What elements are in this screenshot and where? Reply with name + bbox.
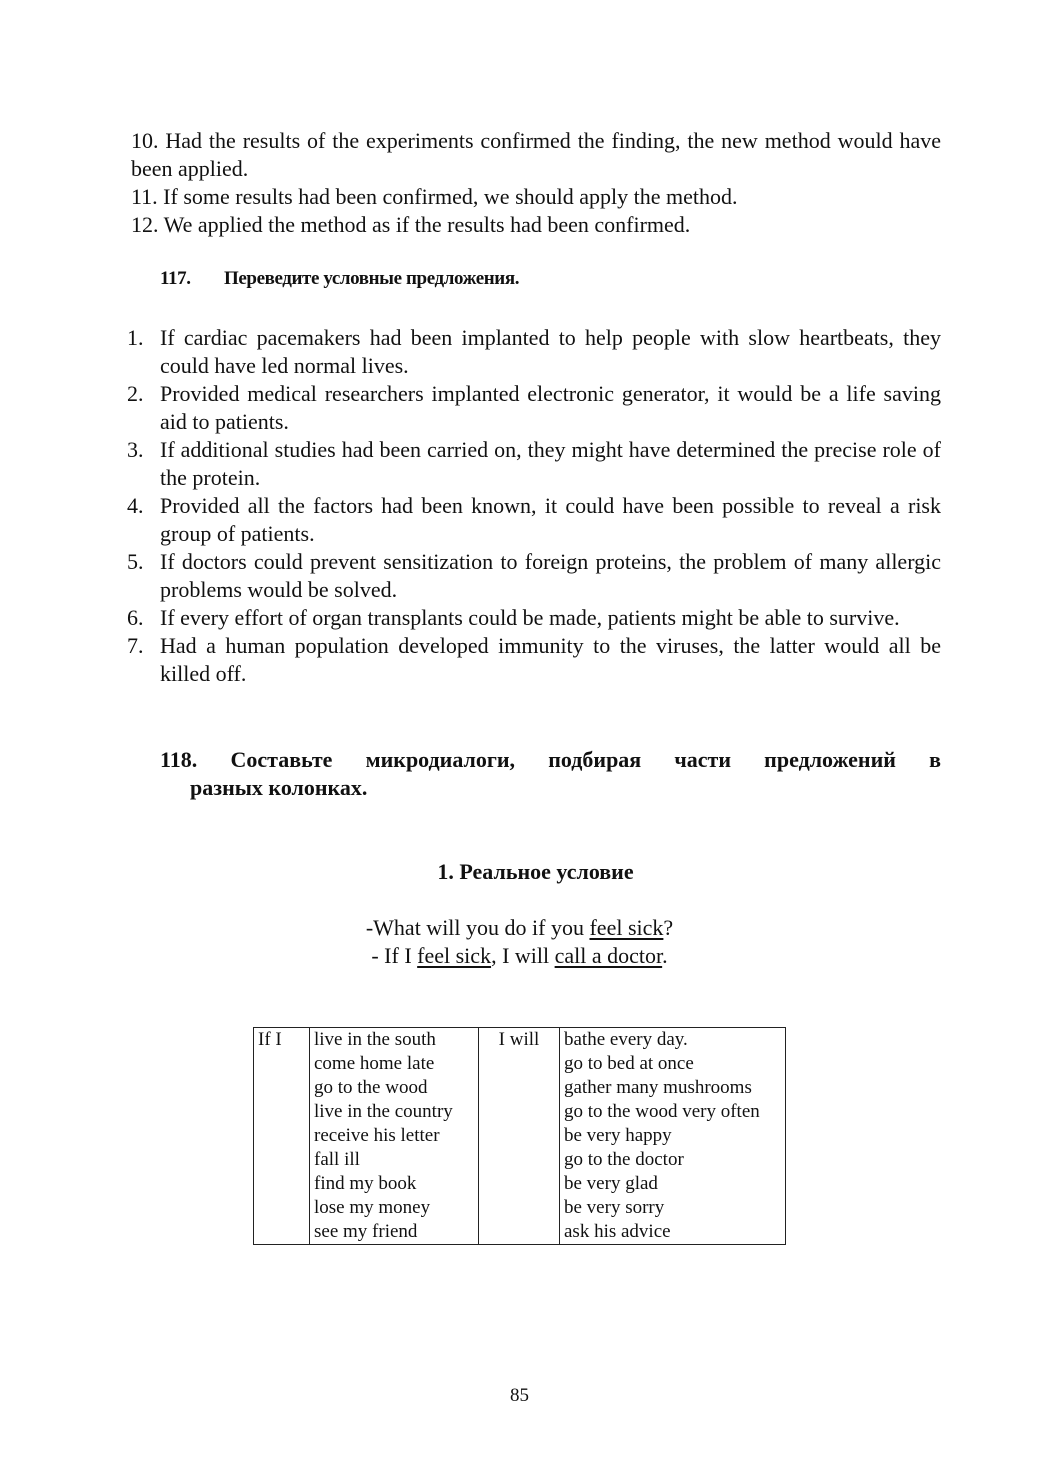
condition-item: lose my money [314, 1197, 431, 1218]
sentence-12 [131, 211, 941, 239]
condition-item: live in the country [314, 1101, 453, 1122]
list-item [127, 324, 941, 380]
exercise-117-number: 117. [160, 268, 191, 289]
item-number: 3. [127, 437, 144, 462]
exercise-118-title: Составьте микродиалоги, подбирая части предложений в [230, 747, 941, 772]
condition-item: receive his letter [314, 1125, 440, 1146]
sentence-parts-table [253, 1027, 786, 1245]
exercise-118-heading [160, 746, 941, 802]
list-item [127, 548, 941, 604]
list-item [127, 380, 941, 436]
item-text: If doctors could prevent sensitization to foreign proteins, the problem of many allergic problems would be solved. [160, 549, 941, 602]
list-item [127, 492, 941, 548]
list-item [127, 436, 941, 492]
item-text: If additional studies had been carried on, they might have determined the precise role of the protein. [160, 437, 941, 490]
item-number: 1. [127, 325, 144, 350]
item-number: 5. [127, 549, 144, 574]
table-cell-if-i: If I [254, 1028, 310, 1245]
sentence-11-text: 11. If some results had been confirmed, we should apply the method. [131, 184, 738, 209]
underlined-phrase: feel sick [589, 915, 664, 940]
result-item: gather many mushrooms [564, 1077, 752, 1098]
exercise-118-title-line2: разных колонках. [190, 775, 368, 800]
exercise-118-title-line1 [160, 746, 941, 774]
item-number: 2. [127, 381, 144, 406]
condition-item: live in the south [314, 1029, 436, 1050]
underlined-phrase: call a doctor [554, 943, 663, 968]
result-item: bathe every day. [564, 1029, 688, 1050]
item-text: Provided medical researchers implanted electronic generator, it would be a life saving aid to patients. [160, 381, 941, 434]
result-item: go to the doctor [564, 1149, 684, 1170]
dialog-question: -What will you do if you feel sick? [365, 915, 674, 940]
condition-item: come home late [314, 1053, 435, 1074]
exercise-117-list [127, 324, 941, 688]
item-text: If cardiac pacemakers had been implanted to help people with slow heartbeats, they could have led normal lives. [160, 325, 941, 378]
table-cell-conditions [310, 1028, 479, 1245]
page-number: 85 [510, 1385, 529, 1406]
item-number: 6. [127, 605, 144, 630]
exercise-118-number: 118. [160, 747, 198, 772]
section-title: 1. Реальное условие [437, 859, 634, 884]
underlined-phrase: feel sick [417, 943, 492, 968]
result-item: go to the wood very often [564, 1101, 760, 1122]
sentence-12-text: 12. We applied the method as if the results had been confirmed. [131, 212, 691, 237]
sentence-11 [131, 183, 941, 211]
result-item: be very happy [564, 1125, 672, 1146]
condition-item: see my friend [314, 1221, 418, 1242]
list-item [127, 604, 941, 632]
dialog-answer: - If I feel sick, I will call a doctor. [371, 943, 668, 968]
result-item: go to bed at once [564, 1053, 694, 1074]
sentence-10-text: 10. Had the results of the experiments confirmed the finding, the new method would have been applied. [131, 128, 941, 181]
result-item: ask his advice [564, 1221, 671, 1242]
list-item [127, 632, 941, 688]
item-text: Provided all the factors had been known, it could have been possible to reveal a risk group of patients. [160, 493, 941, 546]
example-dialog [0, 914, 1039, 970]
condition-item: fall ill [314, 1149, 360, 1170]
result-item: be very glad [564, 1173, 658, 1194]
sentence-10 [131, 127, 941, 183]
table-cell-i-will: I will [479, 1028, 560, 1245]
item-number: 4. [127, 493, 144, 518]
table-row [254, 1028, 786, 1245]
result-item: be very sorry [564, 1197, 665, 1218]
exercise-117-title: Переведите условные предложения. [224, 268, 520, 289]
condition-item: find my book [314, 1173, 417, 1194]
exercise-117-heading [160, 268, 519, 290]
item-number: 7. [127, 633, 144, 658]
item-text: If every effort of organ transplants could be made, patients might be able to survive. [160, 605, 900, 630]
table-cell-results [560, 1028, 786, 1245]
condition-item: go to the wood [314, 1077, 428, 1098]
item-text: Had a human population developed immunity to the viruses, the latter would all be killed off. [160, 633, 941, 686]
